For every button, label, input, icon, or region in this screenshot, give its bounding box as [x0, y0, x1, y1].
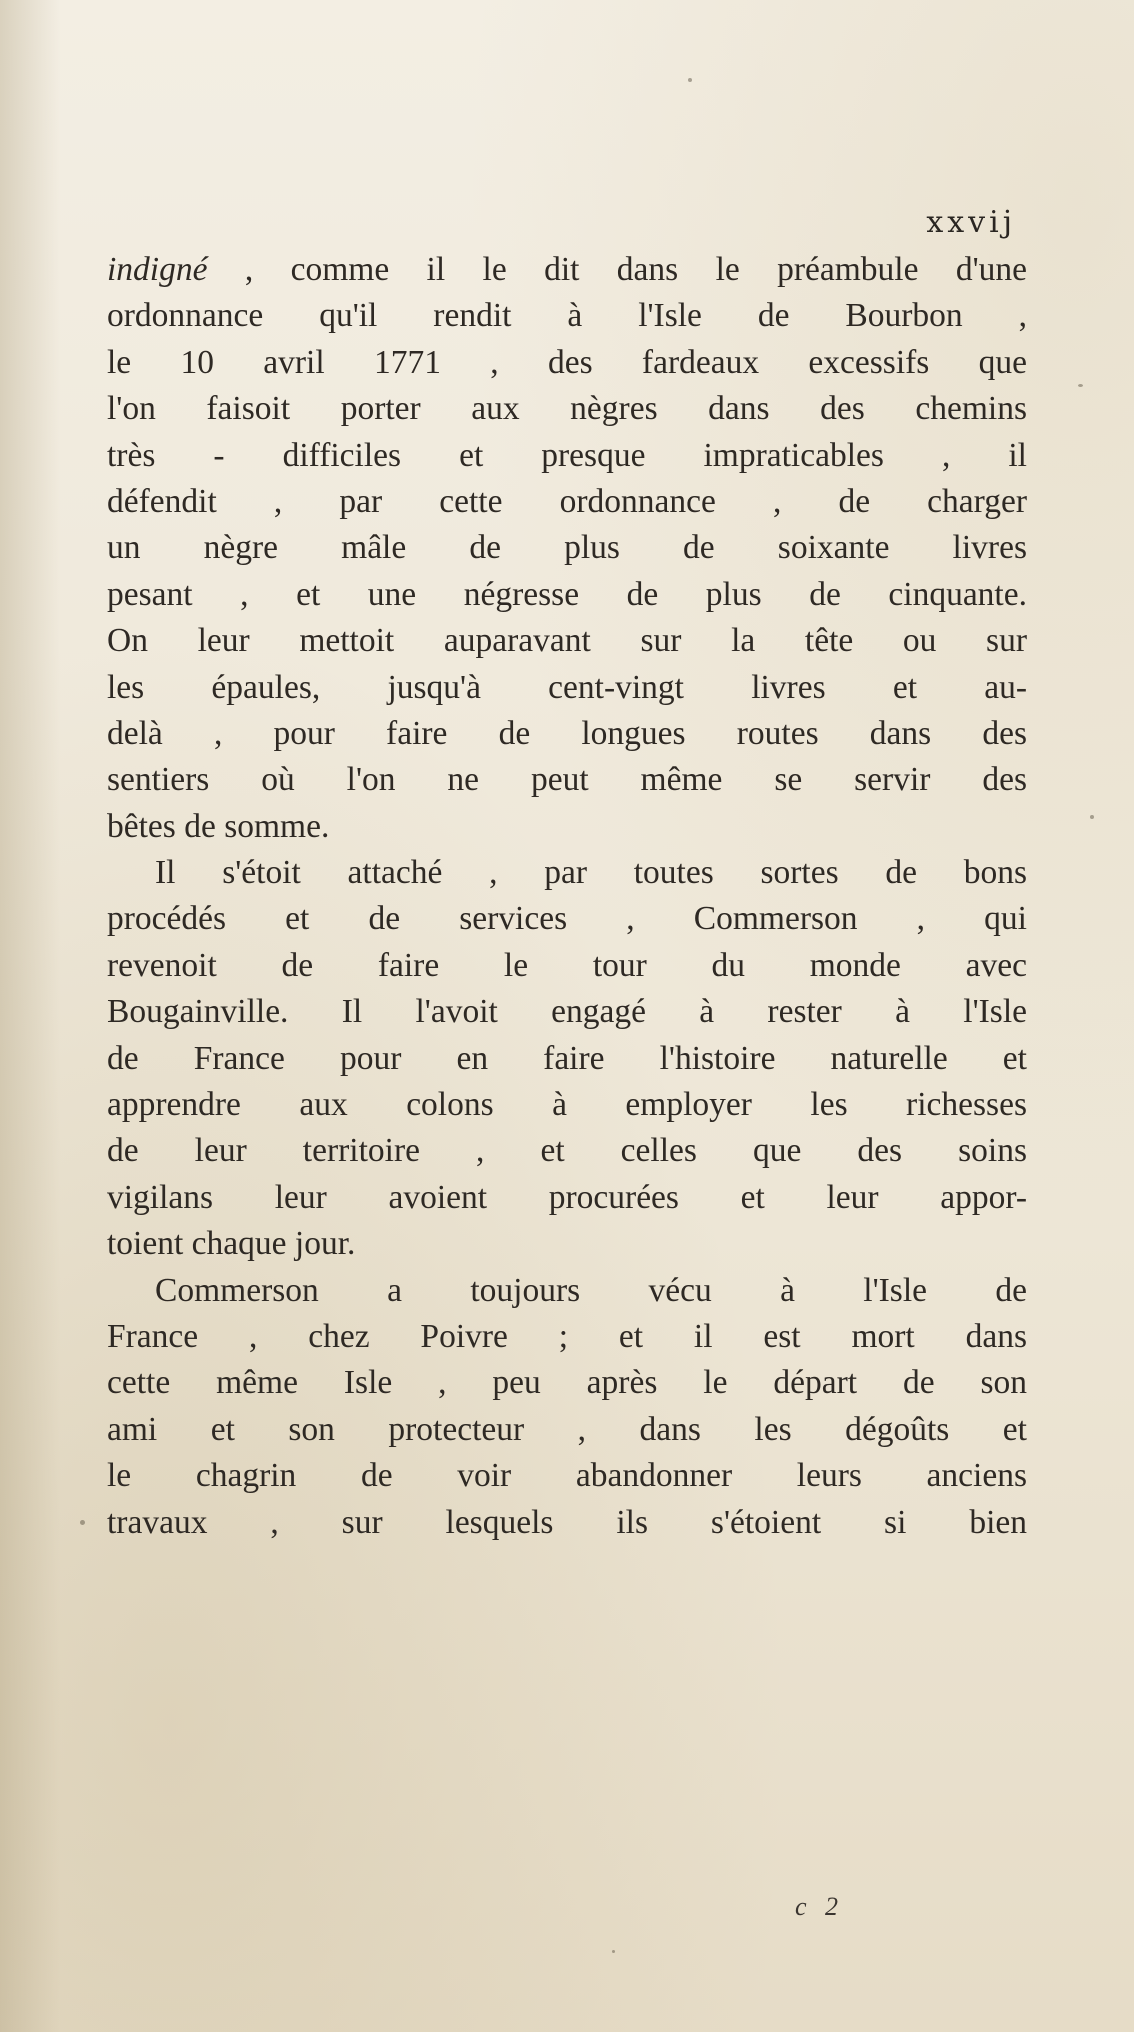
text-line: bêtes de somme.: [107, 807, 330, 845]
text-line: ordonnance qu'il rendit à l'Isle de Bourbon ,: [107, 297, 1027, 335]
paper-speck: [1078, 384, 1083, 387]
page-edge-shade: [0, 0, 60, 2032]
italic-word: indigné: [107, 251, 208, 288]
text-line: delà , pour faire de longues routes dans des: [107, 714, 1027, 752]
text-line: défendit , par cette ordonnance , de charger: [107, 482, 1027, 520]
text-line: Il s'étoit attaché , par toutes sortes de bons: [155, 854, 1027, 892]
text-line: l'on faisoit porter aux nègres dans des chemins: [107, 390, 1027, 428]
signature-mark: c 2: [795, 1892, 845, 1921]
text-line: très - difficiles et presque impraticables , il: [107, 436, 1027, 474]
text-line: cette même Isle , peu après le départ de son: [107, 1364, 1027, 1402]
text-line: [107, 247, 1027, 293]
text-line: le chagrin de voir abandonner leurs anciens: [107, 1457, 1027, 1495]
text-line: les épaules, jusqu'à cent-vingt livres et au-: [107, 668, 1027, 706]
text-line: toient chaque jour.: [107, 1225, 356, 1263]
text-line: ami et son protecteur , dans les dégoûts et: [107, 1410, 1027, 1448]
text-line: Bougainville. Il l'avoit engagé à rester à l'Isle: [107, 993, 1027, 1031]
text-line: un nègre mâle de plus de soixante livres: [107, 529, 1027, 567]
text-line: travaux , sur lesquels ils s'étoient si bien: [107, 1503, 1027, 1541]
text-line: vigilans leur avoient procurées et leur appor-: [107, 1178, 1027, 1216]
paper-speck: [612, 1950, 615, 1953]
text-line: de France pour en faire l'histoire naturelle et: [107, 1039, 1027, 1077]
text-line: le 10 avril 1771 , des fardeaux excessifs que: [107, 343, 1027, 381]
paper-speck: [688, 78, 692, 82]
paper-speck: [1090, 815, 1094, 819]
paper-speck: [80, 1520, 85, 1525]
text-line: apprendre aux colons à employer les richesses: [107, 1086, 1027, 1124]
text-line: de leur territoire , et celles que des soins: [107, 1132, 1027, 1170]
line-rest: , comme il le dit dans le préambule d'une: [207, 251, 1027, 288]
text-line: France , chez Poivre ; et il est mort dans: [107, 1317, 1027, 1355]
text-line: pesant , et une négresse de plus de cinquante.: [107, 575, 1027, 613]
text-line: procédés et de services , Commerson , qui: [107, 900, 1027, 938]
text-line: On leur mettoit auparavant sur la tête ou sur: [107, 622, 1027, 660]
body-text: [107, 247, 1027, 1546]
text-line: revenoit de faire le tour du monde avec: [107, 946, 1027, 984]
running-head: xxvij: [926, 205, 1016, 240]
text-line: sentiers où l'on ne peut même se servir des: [107, 761, 1027, 799]
text-line: Commerson a toujours vécu à l'Isle de: [155, 1271, 1027, 1309]
